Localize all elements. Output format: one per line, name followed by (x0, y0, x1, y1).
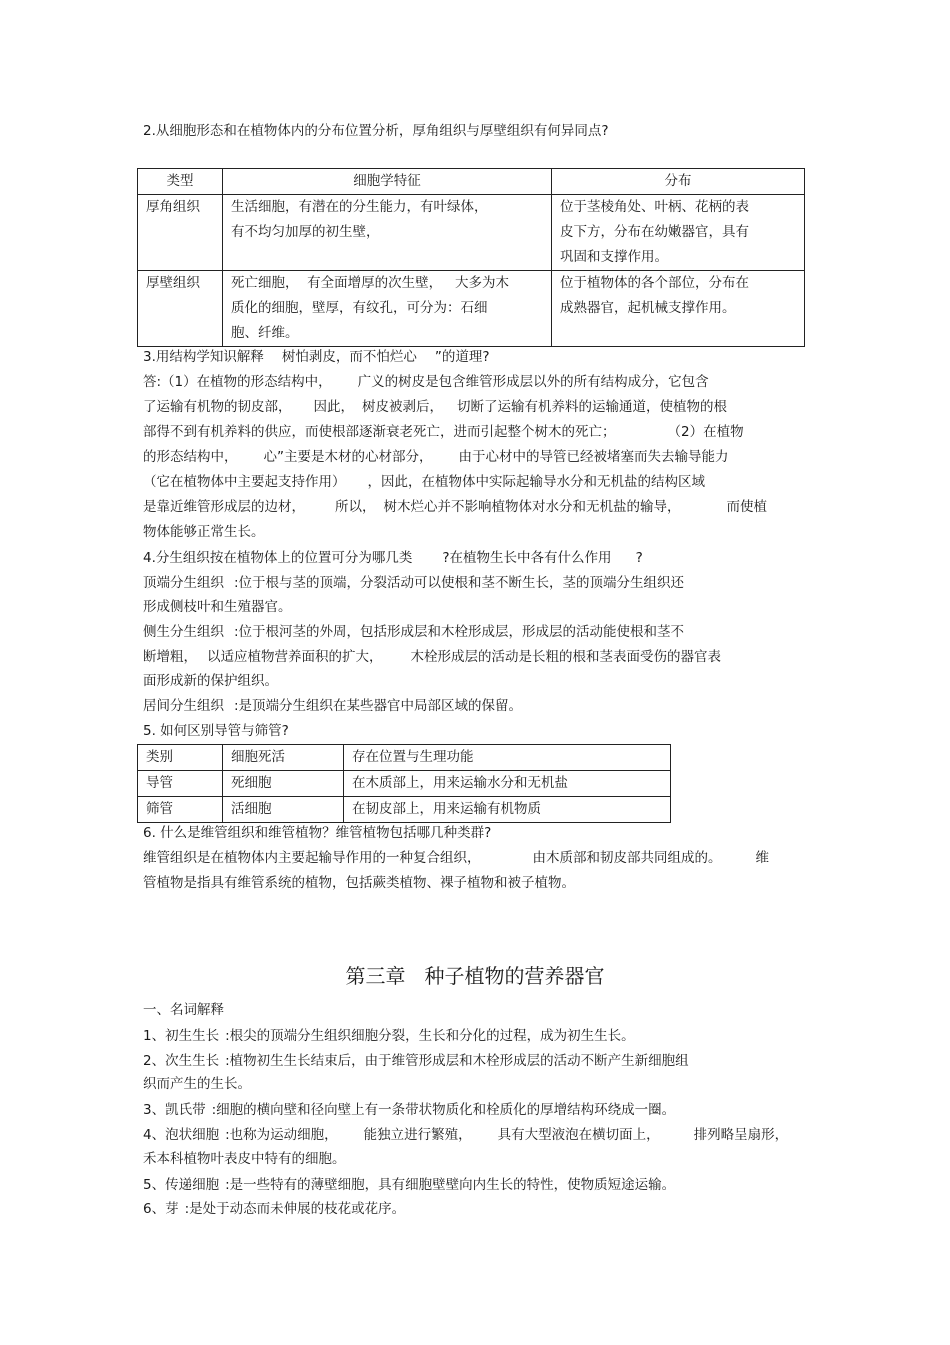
table-cell: 死细胞 (231, 775, 272, 791)
lateral-meristem: 侧生分生组织 :位于根河茎的外周，包括形成层和木栓形成层，形成层的活动能使根和茎不 (143, 624, 685, 640)
section-heading: 一、名词解释 (143, 1002, 224, 1018)
q5-question: 5. 如何区别导管与筛管? (143, 723, 289, 739)
intercalary-meristem: 居间分生组织 :是顶端分生组织在某些器官中局部区域的保留。 (143, 698, 523, 714)
apical-meristem-cont: 形成侧枝叶和生殖器官。 (143, 599, 292, 615)
q5-header-location: 存在位置与生理功能 (352, 749, 474, 765)
table-row (138, 771, 671, 797)
table-cell: 导管 (146, 775, 173, 791)
term-item: 5、传递细胞 :是一些特有的薄壁细胞，具有细胞壁壁向内生长的特性，使物质短途运输。 (143, 1177, 676, 1193)
q5-table-header (138, 745, 671, 771)
chapter-title: 第三章 种子植物的营养器官 (345, 964, 605, 988)
lateral-meristem-cont: 断增粗， 以适应植物营养面积的扩大， 木栓形成层的活动是长粗的根和茎表面受伤的器官表 (143, 649, 721, 665)
term-item-cont: 禾本科植物叶表皮中特有的细胞。 (143, 1151, 346, 1167)
q3-answer-line: （它在植物体中主要起支持作用） ，因此，在植物体中实际起输导水分和无机盐的结构区域 (143, 474, 705, 490)
q3-answer-line: 答:（1）在植物的形态结构中， 广义的树皮是包含维管形成层以外的所有结构成分，它包含 (143, 374, 709, 390)
table-cell: 在木质部上，用来运输水分和无机盐 (352, 775, 568, 791)
table-row (138, 271, 805, 347)
distribution-line: 位于植物体的各个部位，分布在 (560, 275, 749, 291)
q2-header-distribution: 分布 (664, 173, 692, 189)
q3-answer-line: 部得不到有机养料的供应，而使根部逐渐衰老死亡，进而引起整个树木的死亡； （2）在植物 (143, 424, 744, 440)
q2-header-type: 类型 (166, 173, 194, 189)
q3-answer-line: 了运输有机物的韧皮部， 因此， 树皮被剥后， 切断了运输有机养料的运输通道，使植物的根 (143, 399, 727, 415)
q2-table-header (138, 169, 805, 195)
feature-line: 有不均匀加厚的初生壁， (231, 224, 380, 240)
table-row (138, 797, 671, 823)
q2-question: 2.从细胞形态和在植物体内的分布位置分析，厚角组织与厚壁组织有何异同点? (143, 123, 609, 139)
q3-question: 3.用结构学知识解释 树怕剥皮，而不怕烂心 ”的道理? (143, 349, 490, 365)
feature-line: 生活细胞，有潜在的分生能力，有叶绿体， (231, 199, 488, 215)
term-item: 2、次生生长 :植物初生生长结束后，由于维管形成层和木栓形成层的活动不断产生新细胞组 (143, 1053, 689, 1069)
q6-answer-line: 维管组织是在植物体内主要起输导作用的一种复合组织， 由木质部和韧皮部共同组成的。 维 (143, 850, 769, 866)
row-type: 厚角组织 (146, 199, 200, 215)
q2-table (137, 168, 805, 347)
feature-line: 胞、纤维。 (231, 325, 299, 341)
term-item: 6、芽 :是处于动态而未伸展的枝花或花序。 (143, 1201, 406, 1217)
lateral-meristem-cont: 面形成新的保护组织。 (143, 673, 278, 689)
table-cell: 筛管 (146, 801, 173, 817)
term-item: 1、初生生长 :根尖的顶端分生组织细胞分裂，生长和分化的过程，成为初生生长。 (143, 1028, 635, 1044)
distribution-line: 皮下方，分布在幼嫩器官，具有 (560, 224, 749, 240)
q6-question: 6. 什么是维管组织和维管植物？维管植物包括哪几种类群? (143, 825, 492, 841)
q5-header-category: 类别 (146, 749, 173, 765)
q3-answer-line: 是靠近维管形成层的边材， 所以， 树木烂心并不影响植物体对水分和无机盐的输导， 而使植 (143, 499, 767, 515)
term-item: 3、凯氏带 :细胞的横向壁和径向壁上有一条带状物质化和栓质化的厚增结构环绕成一圈。 (143, 1102, 676, 1118)
term-item-cont: 织而产生的生长。 (143, 1076, 251, 1092)
q3-answer-line: 的形态结构中， 心”主要是木材的心材部分， 由于心材中的导管已经被堵塞而失去输导能力 (143, 449, 729, 465)
q4-question: 4.分生组织按在植物体上的位置可分为哪几类 ?在植物生长中各有什么作用 ? (143, 550, 643, 566)
table-row (138, 195, 805, 271)
distribution-line: 位于茎棱角处、叶柄、花柄的表 (560, 199, 749, 215)
q6-answer-line: 管植物是指具有维管系统的植物，包括蕨类植物、裸子植物和被子植物。 (143, 875, 575, 891)
distribution-line: 成熟器官，起机械支撑作用。 (560, 300, 736, 316)
q5-table (137, 744, 671, 823)
feature-line: 死亡细胞， 有全面增厚的次生壁， 大多为木 (231, 275, 509, 291)
table-cell: 在韧皮部上，用来运输有机物质 (352, 801, 541, 817)
q3-answer-line: 物体能够正常生长。 (143, 524, 265, 540)
feature-line: 质化的细胞，壁厚，有纹孔，可分为：石细 (231, 300, 488, 316)
apical-meristem: 顶端分生组织 :位于根与茎的顶端，分裂活动可以使根和茎不断生长，茎的顶端分生组织还 (143, 575, 685, 591)
table-cell: 活细胞 (231, 801, 272, 817)
q2-header-features: 细胞学特征 (353, 173, 421, 189)
row-type: 厚壁组织 (146, 275, 200, 291)
distribution-line: 巩固和支撑作用。 (560, 249, 668, 265)
term-item: 4、泡状细胞 :也称为运动细胞， 能独立进行繁殖， 具有大型液泡在横切面上， 排列略呈扇形， (143, 1127, 789, 1143)
q5-header-living: 细胞死活 (231, 749, 285, 765)
